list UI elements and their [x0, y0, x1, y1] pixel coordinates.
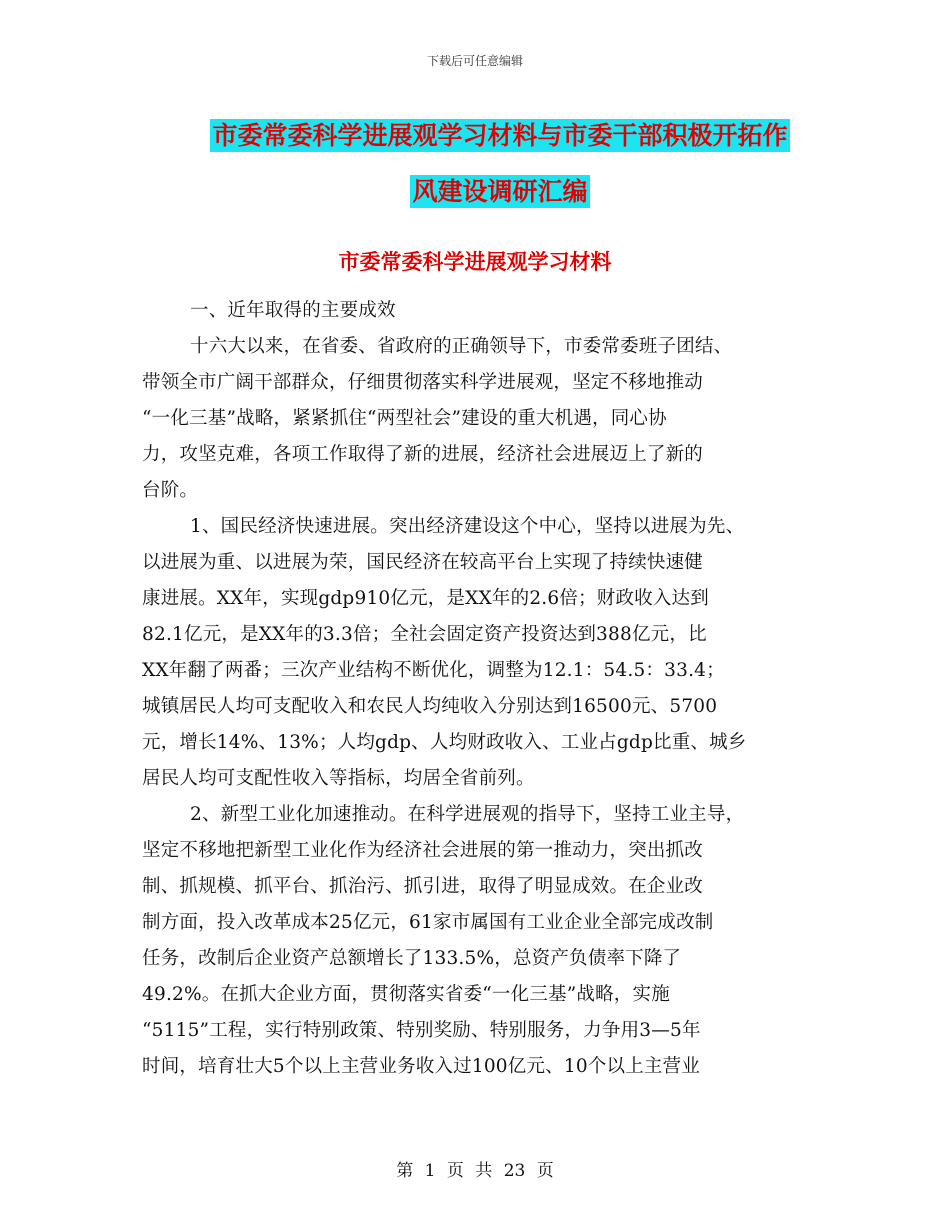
text-line: 1、国民经济快速进展。突出经济建设这个中心，坚持以进展为先、 [190, 516, 745, 537]
document-title-line-1: 市委常委科学进展观学习材料与市委干部积极开拓作 [212, 121, 788, 150]
section-title: 市委常委科学进展观学习材料 [338, 250, 612, 274]
text-line: 49.2%。在抓大企业方面，贯彻落实省委“一化三基”战略，实施 [142, 984, 670, 1005]
document-title [140, 108, 860, 220]
text-line: 任务，改制后企业资产总额增长了133.5%，总资产负债率下降了 [142, 948, 682, 969]
text-line: 制、抓规模、抓平台、抓治污、抓引进，取得了明显成效。在企业改 [142, 876, 704, 897]
text-line: 82.1亿元，是XX年的3.3倍；全社会固定资产投资达到388亿元，比 [142, 624, 707, 645]
text-line: “5115”工程，实行特别政策、特别奖励、特别服务，力争用3—5年 [142, 1020, 701, 1041]
text-line: 制方面，投入改革成本25亿元，61家市属国有工业企业全部完成改制 [142, 912, 714, 933]
text-line: 时间，培育壮大5个以上主营业务收入过100亿元、10个以上主营业 [142, 1056, 701, 1077]
text-line: 力，攻坚克难，各项工作取得了新的进展，经济社会进展迈上了新的 [142, 444, 704, 465]
text-line: 以进展为重、以进展为荣，国民经济在较高平台上实现了持续快速健 [142, 552, 704, 573]
text-line: “一化三基”战略，紧紧抓住“两型社会”建设的重大机遇，同心协 [142, 408, 667, 429]
page-number: 第 1 页 共 23 页 [396, 1161, 554, 1181]
text-line: XX年翻了两番；三次产业结构不断优化，调整为12.1：54.5：33.4； [142, 660, 725, 681]
body-text [142, 293, 822, 1085]
text-line: 康进展。XX年，实现gdp910亿元，是XX年的2.6倍；财政收入达到 [142, 588, 709, 609]
text-line: 带领全市广阔干部群众，仔细贯彻落实科学进展观，坚定不移地推动 [142, 372, 704, 393]
text-line: 坚定不移地把新型工业化作为经济社会进展的第一推动力，突出抓改 [142, 840, 704, 861]
text-line: 元，增长14%、13%；人均gdp、人均财政收入、工业占gdp比重、城乡 [142, 732, 747, 753]
text-line: 城镇居民人均可支配收入和农民人均纯收入分别达到16500元、5700 [142, 696, 718, 717]
text-line: 台阶。 [142, 480, 199, 501]
text-line: 2、新型工业化加速推动。在科学进展观的指导下，坚持工业主导， [190, 804, 745, 825]
document-title-line-2: 风建设调研汇编 [412, 177, 588, 206]
text-line: 一、近年取得的主要成效 [190, 300, 396, 321]
page-header-note: 下载后可任意编辑 [426, 54, 523, 68]
text-line: 十六大以来，在省委、省政府的正确领导下，市委常委班子团结、 [190, 336, 733, 357]
text-line: 居民人均可支配性收入等指标，均居全省前列。 [142, 768, 535, 789]
